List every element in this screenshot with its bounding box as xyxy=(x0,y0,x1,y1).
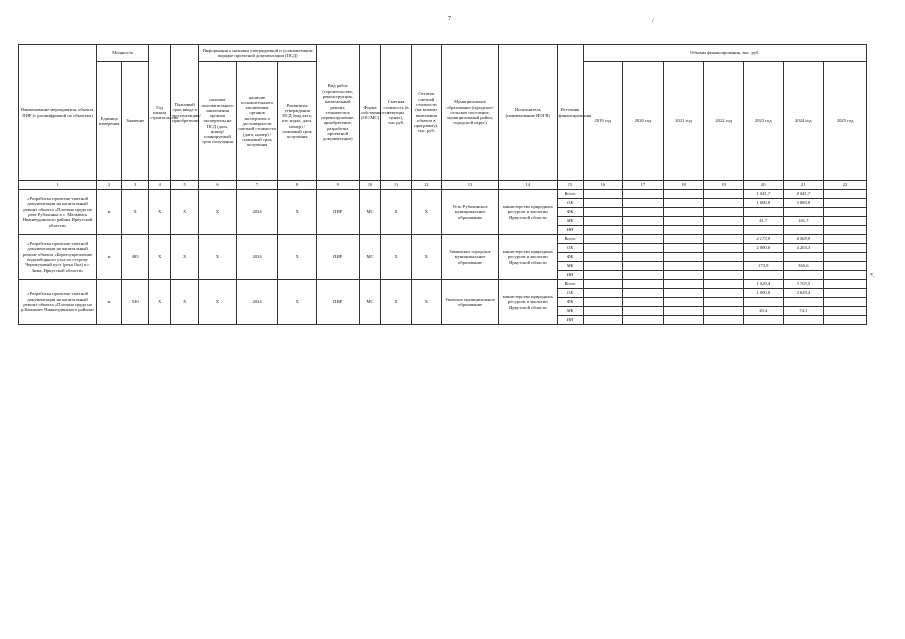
funding-2024: 3 629,4 xyxy=(783,289,824,298)
funding-source: ИИ xyxy=(557,226,583,235)
funding-cell-empty xyxy=(663,298,704,307)
column-number: 5 xyxy=(171,181,199,190)
row-psd-reliability: 2024 xyxy=(236,235,278,280)
corner-mark: / xyxy=(652,18,654,24)
funding-cell-empty xyxy=(583,199,623,208)
funding-cell-empty xyxy=(663,226,704,235)
funding-cell-empty xyxy=(704,262,744,271)
funding-source: МБ xyxy=(557,262,583,271)
row-estimate-cost: X xyxy=(381,190,411,235)
header-executor: Исполнитель (наименование ИОГВ) xyxy=(499,45,557,181)
header-year: 2023 год xyxy=(743,62,783,181)
row-remaining-cost: X xyxy=(411,235,441,280)
funding-cell-empty xyxy=(663,280,704,289)
funding-cell-empty xyxy=(824,199,867,208)
header-ownership: Форма собственности (ОС/МС) xyxy=(359,45,381,181)
funding-2024: 4 569,9 xyxy=(783,235,824,244)
funding-cell-empty xyxy=(704,235,744,244)
row-estimate-cost: X xyxy=(381,235,411,280)
funding-2024: 365,6 xyxy=(783,262,824,271)
funding-cell-empty xyxy=(583,217,623,226)
row-planned-term: X xyxy=(171,280,199,325)
funding-cell-empty xyxy=(704,271,744,280)
column-number: 15 xyxy=(557,181,583,190)
funding-cell-empty xyxy=(663,307,704,316)
funding-2023: 2 000,0 xyxy=(743,244,783,253)
table-row xyxy=(19,235,867,244)
column-number: 16 xyxy=(583,181,623,190)
column-number: 9 xyxy=(316,181,359,190)
header-planned-term: Плановый срок ввода в эксплуатацию/приобретения xyxy=(171,45,199,181)
funding-cell-empty xyxy=(583,253,623,262)
row-psd-approval: X xyxy=(278,235,317,280)
header-source: Источник финансирования xyxy=(557,45,583,181)
header-year: 2020 год xyxy=(623,62,664,181)
funding-cell-empty xyxy=(824,226,867,235)
row-executor: министерство природных ресурсов и экологии Иркутской области xyxy=(499,235,557,280)
header-psd-positive: наличие положительного заключения органов экспертизы на ПСД (дата, номер/планируемый срок получения xyxy=(199,62,237,181)
funding-cell-empty xyxy=(583,289,623,298)
funding-2023: 1 000,0 xyxy=(743,199,783,208)
header-unit: Единица измерения xyxy=(97,62,122,181)
row-work-type: ПИР xyxy=(316,235,359,280)
funding-cell-empty xyxy=(704,244,744,253)
header-estimate-cost: Сметная стоимость (в текущих ценах), тыс.руб. xyxy=(381,45,411,181)
row-ownership: МС xyxy=(359,235,381,280)
row-psd-positive: X xyxy=(199,280,237,325)
funding-cell-empty xyxy=(583,262,623,271)
funding-source: ИИ xyxy=(557,271,583,280)
funding-2023 xyxy=(743,226,783,235)
column-number: 3 xyxy=(122,181,149,190)
row-psd-positive: X xyxy=(199,235,237,280)
column-number: 19 xyxy=(704,181,744,190)
funding-cell-empty xyxy=(824,253,867,262)
row-psd-reliability: 2024 xyxy=(236,280,278,325)
row-start-year: X xyxy=(149,280,171,325)
funding-cell-empty xyxy=(583,190,623,199)
funding-cell-empty xyxy=(663,244,704,253)
funding-cell-empty xyxy=(623,217,664,226)
row-ownership: МС xyxy=(359,190,381,235)
header-year: 2022 год xyxy=(704,62,744,181)
funding-source: МБ xyxy=(557,307,583,316)
table-row xyxy=(19,280,867,289)
column-number: 2 xyxy=(97,181,122,190)
row-work-type: ПИР xyxy=(316,190,359,235)
funding-2024: 3 880,0 xyxy=(783,199,824,208)
funding-cell-empty xyxy=(704,316,744,325)
funding-2024: 4 204,3 xyxy=(783,244,824,253)
funding-cell-empty xyxy=(824,271,867,280)
row-estimate-cost: X xyxy=(381,280,411,325)
funding-cell-empty xyxy=(623,298,664,307)
funding-cell-empty xyxy=(663,208,704,217)
funding-cell-empty xyxy=(704,217,744,226)
funding-2023: 1 041,7 xyxy=(743,190,783,199)
funding-cell-empty xyxy=(824,217,867,226)
header-year: 2021 год xyxy=(663,62,704,181)
row-start-year: X xyxy=(149,235,171,280)
row-name: «Разработка проектно-сметной документации на капитальный ремонт объекта «Плотина пруда на реке Рубахинка в с. Мальинск Нижнеудинского района Иркутской области» xyxy=(19,190,97,235)
funding-2024 xyxy=(783,271,824,280)
column-number: 14 xyxy=(499,181,557,190)
header-remaining-cost: Остаток сметной стоимости (на момент включения объекта в программу), тыс. руб. xyxy=(411,45,441,181)
row-start-year: X xyxy=(149,190,171,235)
column-number: 4 xyxy=(149,181,171,190)
funding-cell-empty xyxy=(623,262,664,271)
column-number-row xyxy=(19,181,867,190)
funding-cell-empty xyxy=(583,226,623,235)
funding-cell-empty xyxy=(663,253,704,262)
funding-2023 xyxy=(743,253,783,262)
row-unit: м xyxy=(97,280,122,325)
funding-cell-empty xyxy=(663,316,704,325)
funding-source: ИИ xyxy=(557,316,583,325)
funding-2023: 1 020,4 xyxy=(743,280,783,289)
row-work-type: ПИР xyxy=(316,280,359,325)
funding-2024 xyxy=(783,316,824,325)
funding-2024 xyxy=(783,298,824,307)
funding-source: ОБ xyxy=(557,289,583,298)
row-remaining-cost: X xyxy=(411,280,441,325)
row-psd-positive: X xyxy=(199,190,237,235)
header-year: 2019 год xyxy=(583,62,623,181)
column-number: 17 xyxy=(623,181,664,190)
column-number: 10 xyxy=(359,181,381,190)
funding-2023: 2 173,9 xyxy=(743,235,783,244)
header-psd-reliability: наличие положительного заключения органов экспертизы о достоверности сметной стоимости (дата, номер) / плановый срок получения xyxy=(236,62,278,181)
header-work-type: Вид работ (строительство, реконструкция, капитальный ремонт, техническое перевооружение, приобретение, разработка проектной документации) xyxy=(316,45,359,181)
funding-2024 xyxy=(783,253,824,262)
funding-cell-empty xyxy=(704,208,744,217)
funding-source: ОБ xyxy=(557,199,583,208)
funding-cell-empty xyxy=(583,244,623,253)
funding-cell-empty xyxy=(623,289,664,298)
funding-source: Всего xyxy=(557,235,583,244)
funding-cell-empty xyxy=(583,235,623,244)
row-name: «Разработка проектно-сметной документации на капитальный ремонт объекта «Плотина пруда на р.Камышет Нижнеудинского района» xyxy=(19,280,97,325)
row-ownership: МС xyxy=(359,280,381,325)
funding-2023: 173,9 xyxy=(743,262,783,271)
column-number: 11 xyxy=(381,181,411,190)
row-unit: м xyxy=(97,235,122,280)
row-psd-approval: X xyxy=(278,280,317,325)
funding-cell-empty xyxy=(824,190,867,199)
funding-cell-empty xyxy=(824,244,867,253)
funding-cell-empty xyxy=(623,190,664,199)
column-number: 21 xyxy=(783,181,824,190)
funding-cell-empty xyxy=(623,199,664,208)
program-table xyxy=(18,44,867,325)
funding-cell-empty xyxy=(704,226,744,235)
funding-cell-empty xyxy=(623,280,664,289)
funding-cell-empty xyxy=(583,208,623,217)
funding-cell-empty xyxy=(623,226,664,235)
funding-cell-empty xyxy=(824,316,867,325)
header-year: 2024 год xyxy=(783,62,824,181)
funding-2024: 4 041,7 xyxy=(783,190,824,199)
row-municipality: Уковское муниципальное образование xyxy=(441,280,498,325)
column-number: 22 xyxy=(824,181,867,190)
funding-cell-empty xyxy=(623,271,664,280)
funding-cell-empty xyxy=(663,289,704,298)
funding-cell-empty xyxy=(623,244,664,253)
funding-cell-empty xyxy=(583,271,623,280)
table-row xyxy=(19,190,867,199)
funding-cell-empty xyxy=(583,298,623,307)
funding-cell-empty xyxy=(583,316,623,325)
funding-source: ФБ xyxy=(557,298,583,307)
funding-cell-empty xyxy=(623,253,664,262)
column-number: 20 xyxy=(743,181,783,190)
row-executor: министерство природных ресурсов и экологии Иркутской области xyxy=(499,190,557,235)
funding-cell-empty xyxy=(583,280,623,289)
funding-cell-empty xyxy=(704,307,744,316)
column-number: 8 xyxy=(278,181,317,190)
funding-cell-empty xyxy=(824,262,867,271)
row-planned-term: X xyxy=(171,190,199,235)
row-name: «Разработка проектно-сметной документации на капитальный ремонт объекта «Берегоукрепление водозаборного узла по острову Черемуховый куст (река Ока) в г. Зима, Иркутской области» xyxy=(19,235,97,280)
column-number: 18 xyxy=(663,181,704,190)
funding-cell-empty xyxy=(663,235,704,244)
funding-2023 xyxy=(743,298,783,307)
funding-cell-empty xyxy=(824,307,867,316)
column-number: 7 xyxy=(236,181,278,190)
funding-cell-empty xyxy=(824,289,867,298)
column-number: 6 xyxy=(199,181,237,190)
funding-cell-empty xyxy=(623,208,664,217)
header-value: Значение xyxy=(122,62,149,181)
column-number: 13 xyxy=(441,181,498,190)
funding-cell-empty xyxy=(623,235,664,244)
funding-source: ОБ xyxy=(557,244,583,253)
funding-2023: 20,4 xyxy=(743,307,783,316)
funding-2024: 161,7 xyxy=(783,217,824,226)
header-start-year: Год начала строительства xyxy=(149,45,171,181)
row-psd-reliability: 2024 xyxy=(236,190,278,235)
funding-cell-empty xyxy=(623,316,664,325)
header-funding-group: Объемы финансирования, тыс. руб. xyxy=(583,45,866,62)
funding-cell-empty xyxy=(663,271,704,280)
funding-cell-empty xyxy=(704,298,744,307)
funding-2024: 3 703,5 xyxy=(783,280,824,289)
funding-cell-empty xyxy=(663,190,704,199)
funding-2023: 1 000,0 xyxy=(743,289,783,298)
header-capacity: Мощность xyxy=(97,45,149,62)
funding-2023 xyxy=(743,271,783,280)
funding-cell-empty xyxy=(824,235,867,244)
header-psd-group: Информация о наличии утвержденной и установленном порядке проектной документации (ПСД) xyxy=(199,45,317,62)
row-unit: м xyxy=(97,190,122,235)
funding-2024 xyxy=(783,208,824,217)
funding-cell-empty xyxy=(704,190,744,199)
side-mark: *. xyxy=(870,273,875,279)
row-planned-term: X xyxy=(171,235,199,280)
funding-cell-empty xyxy=(583,307,623,316)
header-municipality: Муниципальное образование (городское/сельское поселение, муниципальный район, городской округ) xyxy=(441,45,498,181)
header-year: 2025 год xyxy=(824,62,867,181)
funding-cell-empty xyxy=(704,280,744,289)
funding-cell-empty xyxy=(824,298,867,307)
funding-cell-empty xyxy=(824,280,867,289)
funding-source: Всего xyxy=(557,190,583,199)
funding-source: Всего xyxy=(557,280,583,289)
funding-2024 xyxy=(783,226,824,235)
funding-cell-empty xyxy=(704,289,744,298)
funding-source: ФБ xyxy=(557,208,583,217)
page-number: 7 xyxy=(448,16,451,22)
funding-cell-empty xyxy=(663,199,704,208)
funding-cell-empty xyxy=(663,262,704,271)
header-name: Наименование мероприятия, объекта, ПИР (с расшифровкой по объектам) xyxy=(19,45,97,181)
funding-2023 xyxy=(743,208,783,217)
row-value: X xyxy=(122,190,149,235)
row-value: 485 xyxy=(122,235,149,280)
column-number: 12 xyxy=(411,181,441,190)
funding-cell-empty xyxy=(623,307,664,316)
row-executor: министерство природных ресурсов и экологии Иркутской области xyxy=(499,280,557,325)
header-psd-approval: Реквизиты утверждения ПСД (вид акта, кто издал, дата, номер) / плановый срок получения xyxy=(278,62,317,181)
funding-cell-empty xyxy=(704,253,744,262)
funding-cell-empty xyxy=(663,217,704,226)
funding-2024: 74,1 xyxy=(783,307,824,316)
row-psd-approval: X xyxy=(278,190,317,235)
funding-source: МБ xyxy=(557,217,583,226)
funding-cell-empty xyxy=(824,208,867,217)
row-municipality: Усть-Рубахинское муниципальное образование xyxy=(441,190,498,235)
funding-cell-empty xyxy=(704,199,744,208)
funding-source: ФБ xyxy=(557,253,583,262)
row-value: 540 xyxy=(122,280,149,325)
column-number: 1 xyxy=(19,181,97,190)
row-municipality: Зиминское городское муниципальное образование xyxy=(441,235,498,280)
funding-2023 xyxy=(743,316,783,325)
row-remaining-cost: X xyxy=(411,190,441,235)
funding-2023: 41,7 xyxy=(743,217,783,226)
